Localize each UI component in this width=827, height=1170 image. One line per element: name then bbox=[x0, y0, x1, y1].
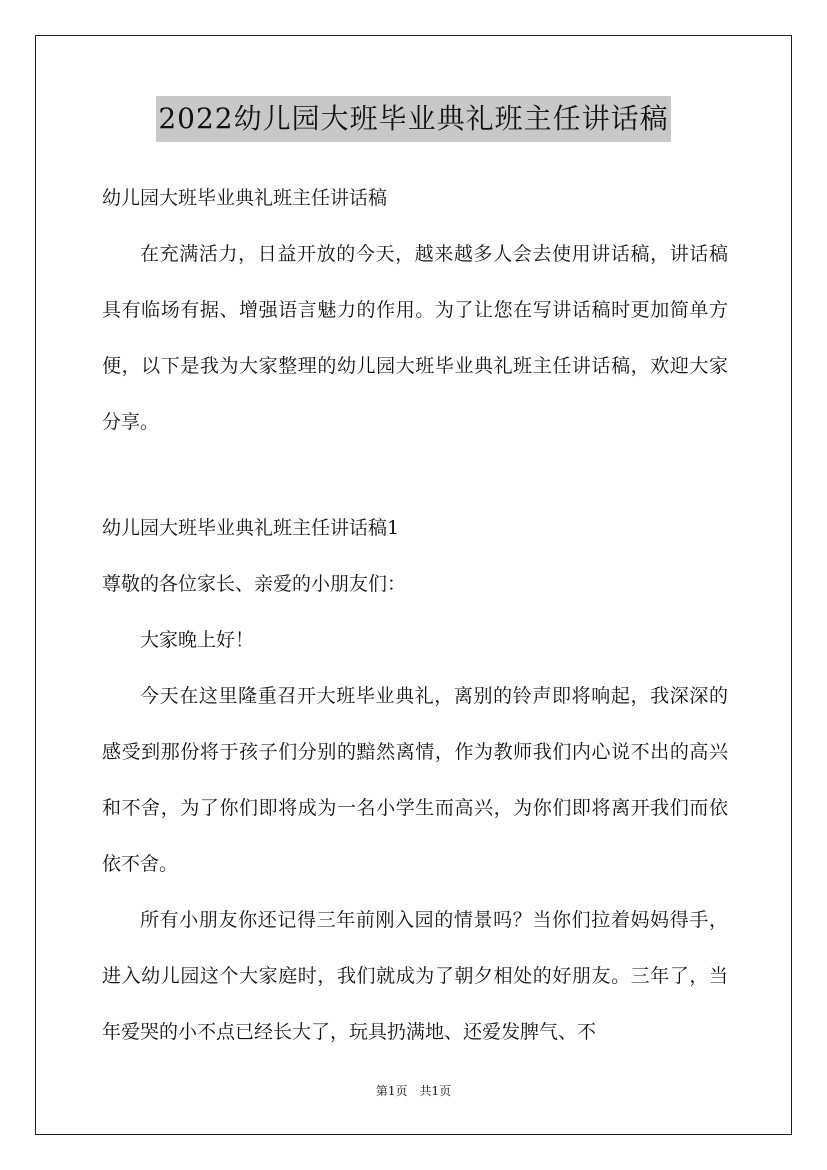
page-footer: 第1页 共1页 bbox=[375, 1084, 452, 1098]
greeting: 大家晚上好！ bbox=[140, 629, 255, 651]
section-heading: 幼儿园大班毕业典礼班主任讲话稿1 bbox=[102, 517, 400, 539]
intro-paragraph: 在充满活力，日益开放的今天，越来越多人会去使用讲话稿，讲话稿具有临场有据、增强语言魅力的作用。为了让您在写讲话稿时更加简单方便，以下是我为大家整理的幼儿园大班毕业典礼班主任讲话稿，欢迎大家分享。 bbox=[102, 243, 728, 433]
title-container bbox=[0, 96, 827, 142]
section-gap bbox=[102, 450, 728, 500]
body-paragraph-2: 所有小朋友你还记得三年前刚入园的情景吗？当你们拉着妈妈得手，进入幼儿园这个大家庭时，我们就成为了朝夕相处的好朋友。三年了，当年爱哭的小不点已经长大了，玩具扔满地、还爱发脾气、不 bbox=[102, 909, 728, 1043]
document-title: 2022幼儿园大班毕业典礼班主任讲话稿 bbox=[156, 96, 670, 142]
body-paragraph-1: 今天在这里隆重召开大班毕业典礼，离别的铃声即将响起，我深深的感受到那份将于孩子们分别的黯然离情，作为教师我们内心说不出的高兴和不舍，为了你们即将成为一名小学生而高兴，为你们即将离开我们而依依不舍。 bbox=[102, 685, 728, 875]
subtitle: 幼儿园大班毕业典礼班主任讲话稿 bbox=[102, 187, 388, 209]
document-body bbox=[102, 170, 728, 1060]
salutation: 尊敬的各位家长、亲爱的小朋友们： bbox=[102, 573, 407, 595]
